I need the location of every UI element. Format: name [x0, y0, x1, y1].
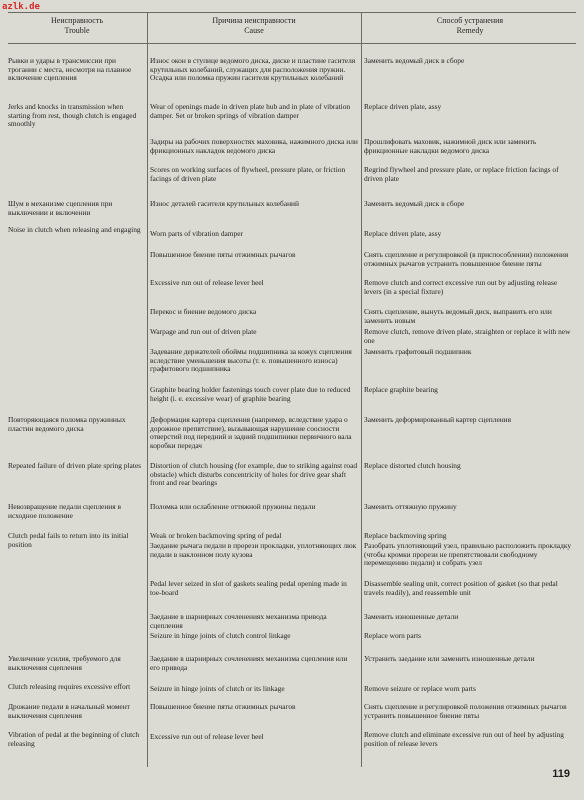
- remedy-cell: Remove clutch, remove driven plate, straighten or replace it with new one: [364, 327, 571, 345]
- watermark: azlk.de: [2, 2, 40, 12]
- cause-cell: Износ деталей гасителя крутильных колебаний: [150, 199, 299, 208]
- header-bottom-rule: [8, 43, 576, 44]
- remedy-cell: Снять сцепление и регулировкой положения отжимных рычагов устранить повышенное биение пяты: [364, 702, 567, 720]
- trouble-cell: Увеличение усилия, требуемого для выключения сцепления: [8, 654, 121, 672]
- page-number: 119: [552, 768, 570, 780]
- cause-cell: Excessive run out of release lever heel: [150, 732, 264, 741]
- cause-cell: Seizure in hinge joints of clutch or its linkage: [150, 684, 285, 693]
- trouble-cell: Повторяющаяся поломка пружинных пластин ведомого диска: [8, 415, 126, 433]
- cause-cell: Заедание в шарнирных сочленениях механизма привода сцепления: [150, 612, 327, 630]
- cause-cell: Warpage and run out of driven plate: [150, 327, 257, 336]
- column-divider-1: [147, 12, 148, 767]
- trouble-cell: Vibration of pedal at the beginning of clutch releasing: [8, 730, 140, 748]
- cause-cell: Заедание в шарнирных сочленениях механизма сцепления или его привода: [150, 654, 348, 672]
- remedy-cell: Заменить изношенные детали: [364, 612, 459, 621]
- cause-cell: Graphite bearing holder fastenings touch cover plate due to reduced height (i. e. excessive wear) of graphite bearing: [150, 385, 351, 403]
- cause-cell: Задиры на рабочих поверхностях маховика, нажимного диска или фрикционных накладок ведомого диска: [150, 137, 358, 155]
- cause-cell: Weak or broken backmoving spring of pedal: [150, 531, 282, 540]
- trouble-cell: Дрожание педали в начальный момент выключения сцепления: [8, 702, 130, 720]
- remedy-cell: Remove clutch and correct excessive run out by adjusting release levers (in a special fixture): [364, 278, 558, 296]
- header-remedy-en: Remedy: [456, 26, 484, 35]
- remedy-cell: Regrind flywheel and pressure plate, or replace friction facings of driven plate: [364, 165, 559, 183]
- trouble-cell: Clutch releasing requires excessive effort: [8, 682, 131, 691]
- cause-cell: Worn parts of vibration damper: [150, 229, 243, 238]
- cause-cell: Износ окон в ступице ведомого диска, диске и пластине гасителя крутильных колебаний, служащих для расположения пружин. Осадка или поломка пружин гасителя крутильных колебаний: [150, 56, 356, 83]
- remedy-cell: Заменить ведомый диск в сборе: [364, 199, 465, 208]
- cause-cell: Pedal lever seized in slot of gaskets sealing pedal opening made in toe-board: [150, 579, 347, 597]
- remedy-cell: Прошлифовать маховик, нажимной диск или заменить фрикционные накладки ведомого диска: [364, 137, 537, 155]
- remedy-cell: Replace distorted clutch housing: [364, 461, 461, 470]
- trouble-cell: Repeated failure of driven plate spring plates: [8, 461, 141, 470]
- cause-cell: Wear of openings made in driven plate hub and in plate of vibration damper. Set or broken springs of vibration damper: [150, 102, 351, 120]
- trouble-cell: Jerks and knocks in transmission when starting from rest, though clutch is engaged smoothly: [8, 102, 137, 129]
- remedy-cell: Заменить оттяжную пружину: [364, 502, 457, 511]
- header-trouble-en: Trouble: [64, 26, 90, 35]
- remedy-cell: Replace worn parts: [364, 631, 422, 640]
- cause-cell: Excessive run out of release lever heel: [150, 278, 264, 287]
- header-remedy: [364, 12, 576, 42]
- header-cause-en: Cause: [244, 26, 264, 35]
- remedy-cell: Replace graphite bearing: [364, 385, 438, 394]
- trouble-cell: Шум в механизме сцепления при выключении и включении: [8, 199, 113, 217]
- trouble-cell: Clutch pedal fails to return into its initial position: [8, 531, 129, 549]
- remedy-cell: Remove seizure or replace worn parts: [364, 684, 476, 693]
- remedy-cell: Replace backmoving spring: [364, 531, 447, 540]
- cause-cell: Seizure in hinge joints of clutch control linkage: [150, 631, 291, 640]
- header-trouble-ru: Неисправность: [51, 16, 103, 25]
- cause-cell: Повышенное биение пяты отжимных рычагов: [150, 250, 296, 259]
- cause-cell: Distortion of clutch housing (for example, due to striking against road obstacle) which disturbs concentricity of holes for drive gear shaft front and rear bearings: [150, 461, 358, 488]
- remedy-cell: Remove clutch and eliminate excessive run out of heel by adjusting position of release levers: [364, 730, 564, 748]
- cause-cell: Поломка или ослабление оттяжной пружины педали: [150, 502, 316, 511]
- column-divider-2: [361, 12, 362, 767]
- header-cause: [150, 12, 358, 42]
- remedy-cell: Устранить заедание или заменить изношенные детали: [364, 654, 535, 663]
- cause-cell: Заедание рычага педали в прорези прокладки, уплотняющих люк педали в наклонном полу кузова: [150, 541, 357, 559]
- remedy-cell: Replace driven plate, assy: [364, 229, 442, 238]
- remedy-cell: Разобрать уплотняющий узел, правильно расположить прокладку (чтобы кромки прорези не препятствовали свободному перемещению педали) и собрать узел: [364, 541, 572, 568]
- cause-cell: Повышенное биение пяты отжимных рычагов: [150, 702, 296, 711]
- remedy-cell: Replace driven plate, assy: [364, 102, 442, 111]
- remedy-cell: Снять сцепление, вынуть ведомый диск, выправить его или заменить новым: [364, 307, 552, 325]
- header-trouble: [8, 12, 146, 42]
- remedy-cell: Заменить деформированный картер сцепления: [364, 415, 512, 424]
- cause-cell: Задевание держателей обоймы подшипника за кожух сцепления вследствие уменьшения высоты (т. е. повышенного износа) графитового подшипника: [150, 347, 352, 374]
- remedy-cell: Снять сцепление и регулировкой (в приспособлении) положения отжимных рычагов устранить повышенное биение пяты: [364, 250, 569, 268]
- remedy-cell: Заменить графитовый подшипник: [364, 347, 472, 356]
- header-cause-ru: Причина неисправности: [212, 16, 296, 25]
- header-remedy-ru: Способ устранения: [436, 16, 504, 25]
- remedy-cell: Заменить ведомый диск в сборе: [364, 56, 465, 65]
- trouble-cell: Noise in clutch when releasing and engaging: [8, 225, 141, 234]
- cause-cell: Scores on working surfaces of flywheel, pressure plate, or friction facings of driven plate: [150, 165, 346, 183]
- cause-cell: Деформация картера сцепления (например, вследствие удара о дорожное препятствие), вызывающая нарушение соосности отверстий под передний и задний подшипники первичного вала коробки передач: [150, 415, 352, 450]
- remedy-cell: Disassemble sealing unit, correct position of gasket (so that pedal travels readily), and reassemble unit: [364, 579, 558, 597]
- cause-cell: Перекос и биение ведомого диска: [150, 307, 257, 316]
- trouble-cell: Невозвращение педали сцепления в исходное положение: [8, 502, 121, 520]
- trouble-cell: Рывки и удары в трансмиссии при трогании с места, несмотря на плавное включение сцепления: [8, 56, 132, 83]
